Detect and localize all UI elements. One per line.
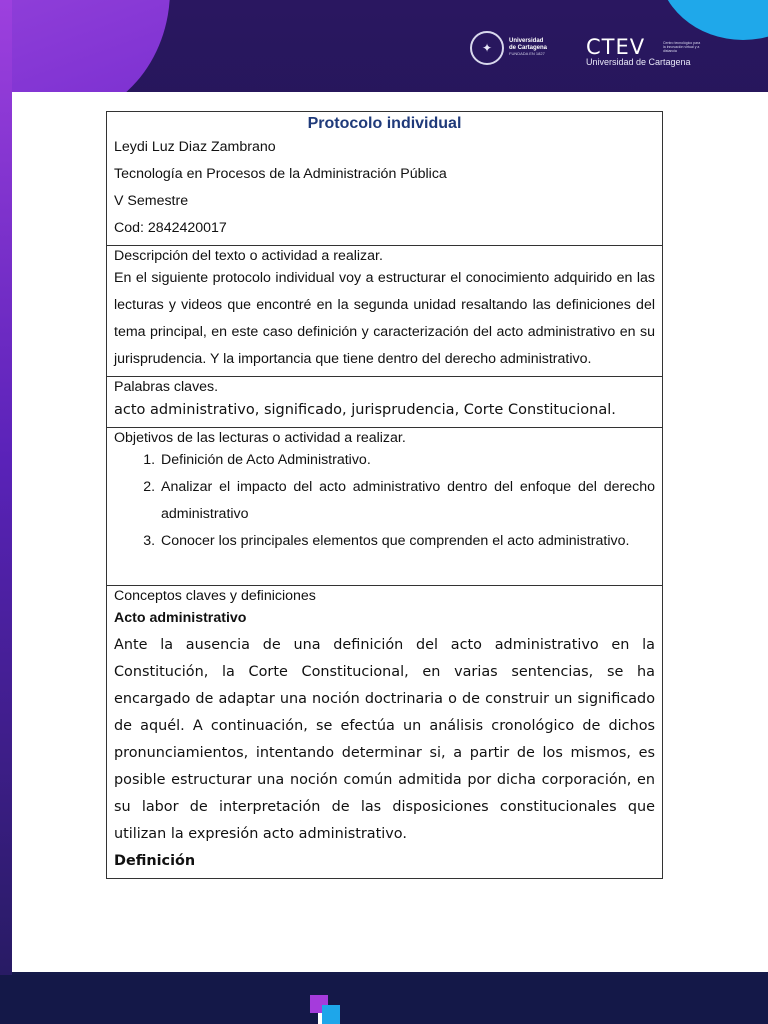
universidad-de-cartagena-logo bbox=[470, 31, 547, 65]
footer-band bbox=[0, 975, 768, 1024]
description-body: En el siguiente protocolo individual voy a estructurar el conocimiento adquirido en las lecturas y videos que encontré en la segunda unidad resaltando las definiciones del tema principal, en este caso definición y caracterización del acto administrativo en su jurisprudencia. Y la importancia que tiene dentro del derecho administrativo. bbox=[114, 270, 655, 367]
keywords-list: acto administrativo, significado, jurisprudencia, Corte Constitucional. bbox=[114, 402, 616, 418]
header-band bbox=[0, 0, 768, 92]
table-row bbox=[107, 112, 663, 246]
ud-founded: FUNDADA EN 1827 bbox=[509, 51, 545, 57]
program-name: Tecnología en Procesos de la Administración Pública bbox=[114, 166, 447, 182]
protocol-title: Protocolo individual bbox=[307, 115, 462, 132]
objectives-cell bbox=[107, 428, 663, 586]
objectives-list bbox=[114, 447, 655, 555]
ctev-tagline: Centro tecnológico para la innovación virtual y a distancia bbox=[663, 41, 701, 53]
decorative-cyan-shape bbox=[658, 0, 768, 40]
keywords-cell bbox=[107, 377, 663, 428]
list-item: 2. Analizar el impacto del acto administrativo dentro del enfoque del derecho administrativo bbox=[159, 474, 655, 528]
table-row bbox=[107, 428, 663, 586]
university-seal-icon: ✦ bbox=[470, 31, 504, 65]
definition-label: Definición bbox=[114, 853, 196, 869]
concepts-cell bbox=[107, 586, 663, 879]
ctev-mark: CTEV bbox=[586, 35, 646, 59]
author-name: Leydi Luz Diaz Zambrano bbox=[114, 139, 276, 155]
side-strip bbox=[0, 0, 12, 1024]
objectives-heading: Objetivos de las lecturas o actividad a realizar. bbox=[114, 430, 406, 446]
ud-name-line1: Universidad bbox=[509, 38, 544, 45]
table-row bbox=[107, 586, 663, 879]
concept-title: Acto administrativo bbox=[114, 610, 247, 626]
description-heading: Descripción del texto o actividad a realizar. bbox=[114, 248, 383, 264]
description-cell bbox=[107, 246, 663, 377]
table-row bbox=[107, 246, 663, 377]
header-cell bbox=[107, 112, 663, 246]
keywords-heading: Palabras claves. bbox=[114, 379, 219, 395]
concept-body: Ante la ausencia de una definición del acto administrativo en la Constitución, la Corte Constitucional, en varias sentencias, se ha encargado de adaptar una noción doctrinaria o de construir un significado de aquél. A continuación, se efectúa un análisis cronológico de dichos pronunciamientos, intentando determinar si, a partir de los mismos, es posible estructurar una noción común admitida por dicha corporación, en su labor de interpretación de las disposiciones constitucionales que utilizan la expresión acto administrativo. bbox=[114, 637, 655, 842]
ctev-logo bbox=[586, 35, 701, 67]
semester: V Semestre bbox=[114, 193, 189, 209]
protocol-table bbox=[106, 111, 663, 879]
ud-name-line2: de Cartagena bbox=[509, 44, 548, 51]
list-item: 3. Conocer los principales elementos que comprenden el acto administrativo. bbox=[159, 528, 655, 555]
footer-white-bar bbox=[318, 1013, 322, 1024]
list-item: 1. Definición de Acto Administrativo. bbox=[159, 447, 655, 474]
table-row bbox=[107, 377, 663, 428]
student-code: Cod: 2842420017 bbox=[114, 220, 227, 236]
ctev-subtitle: Universidad de Cartagena bbox=[586, 57, 691, 67]
footer-cyan-square bbox=[322, 1005, 340, 1024]
concepts-heading: Conceptos claves y definiciones bbox=[114, 588, 316, 604]
